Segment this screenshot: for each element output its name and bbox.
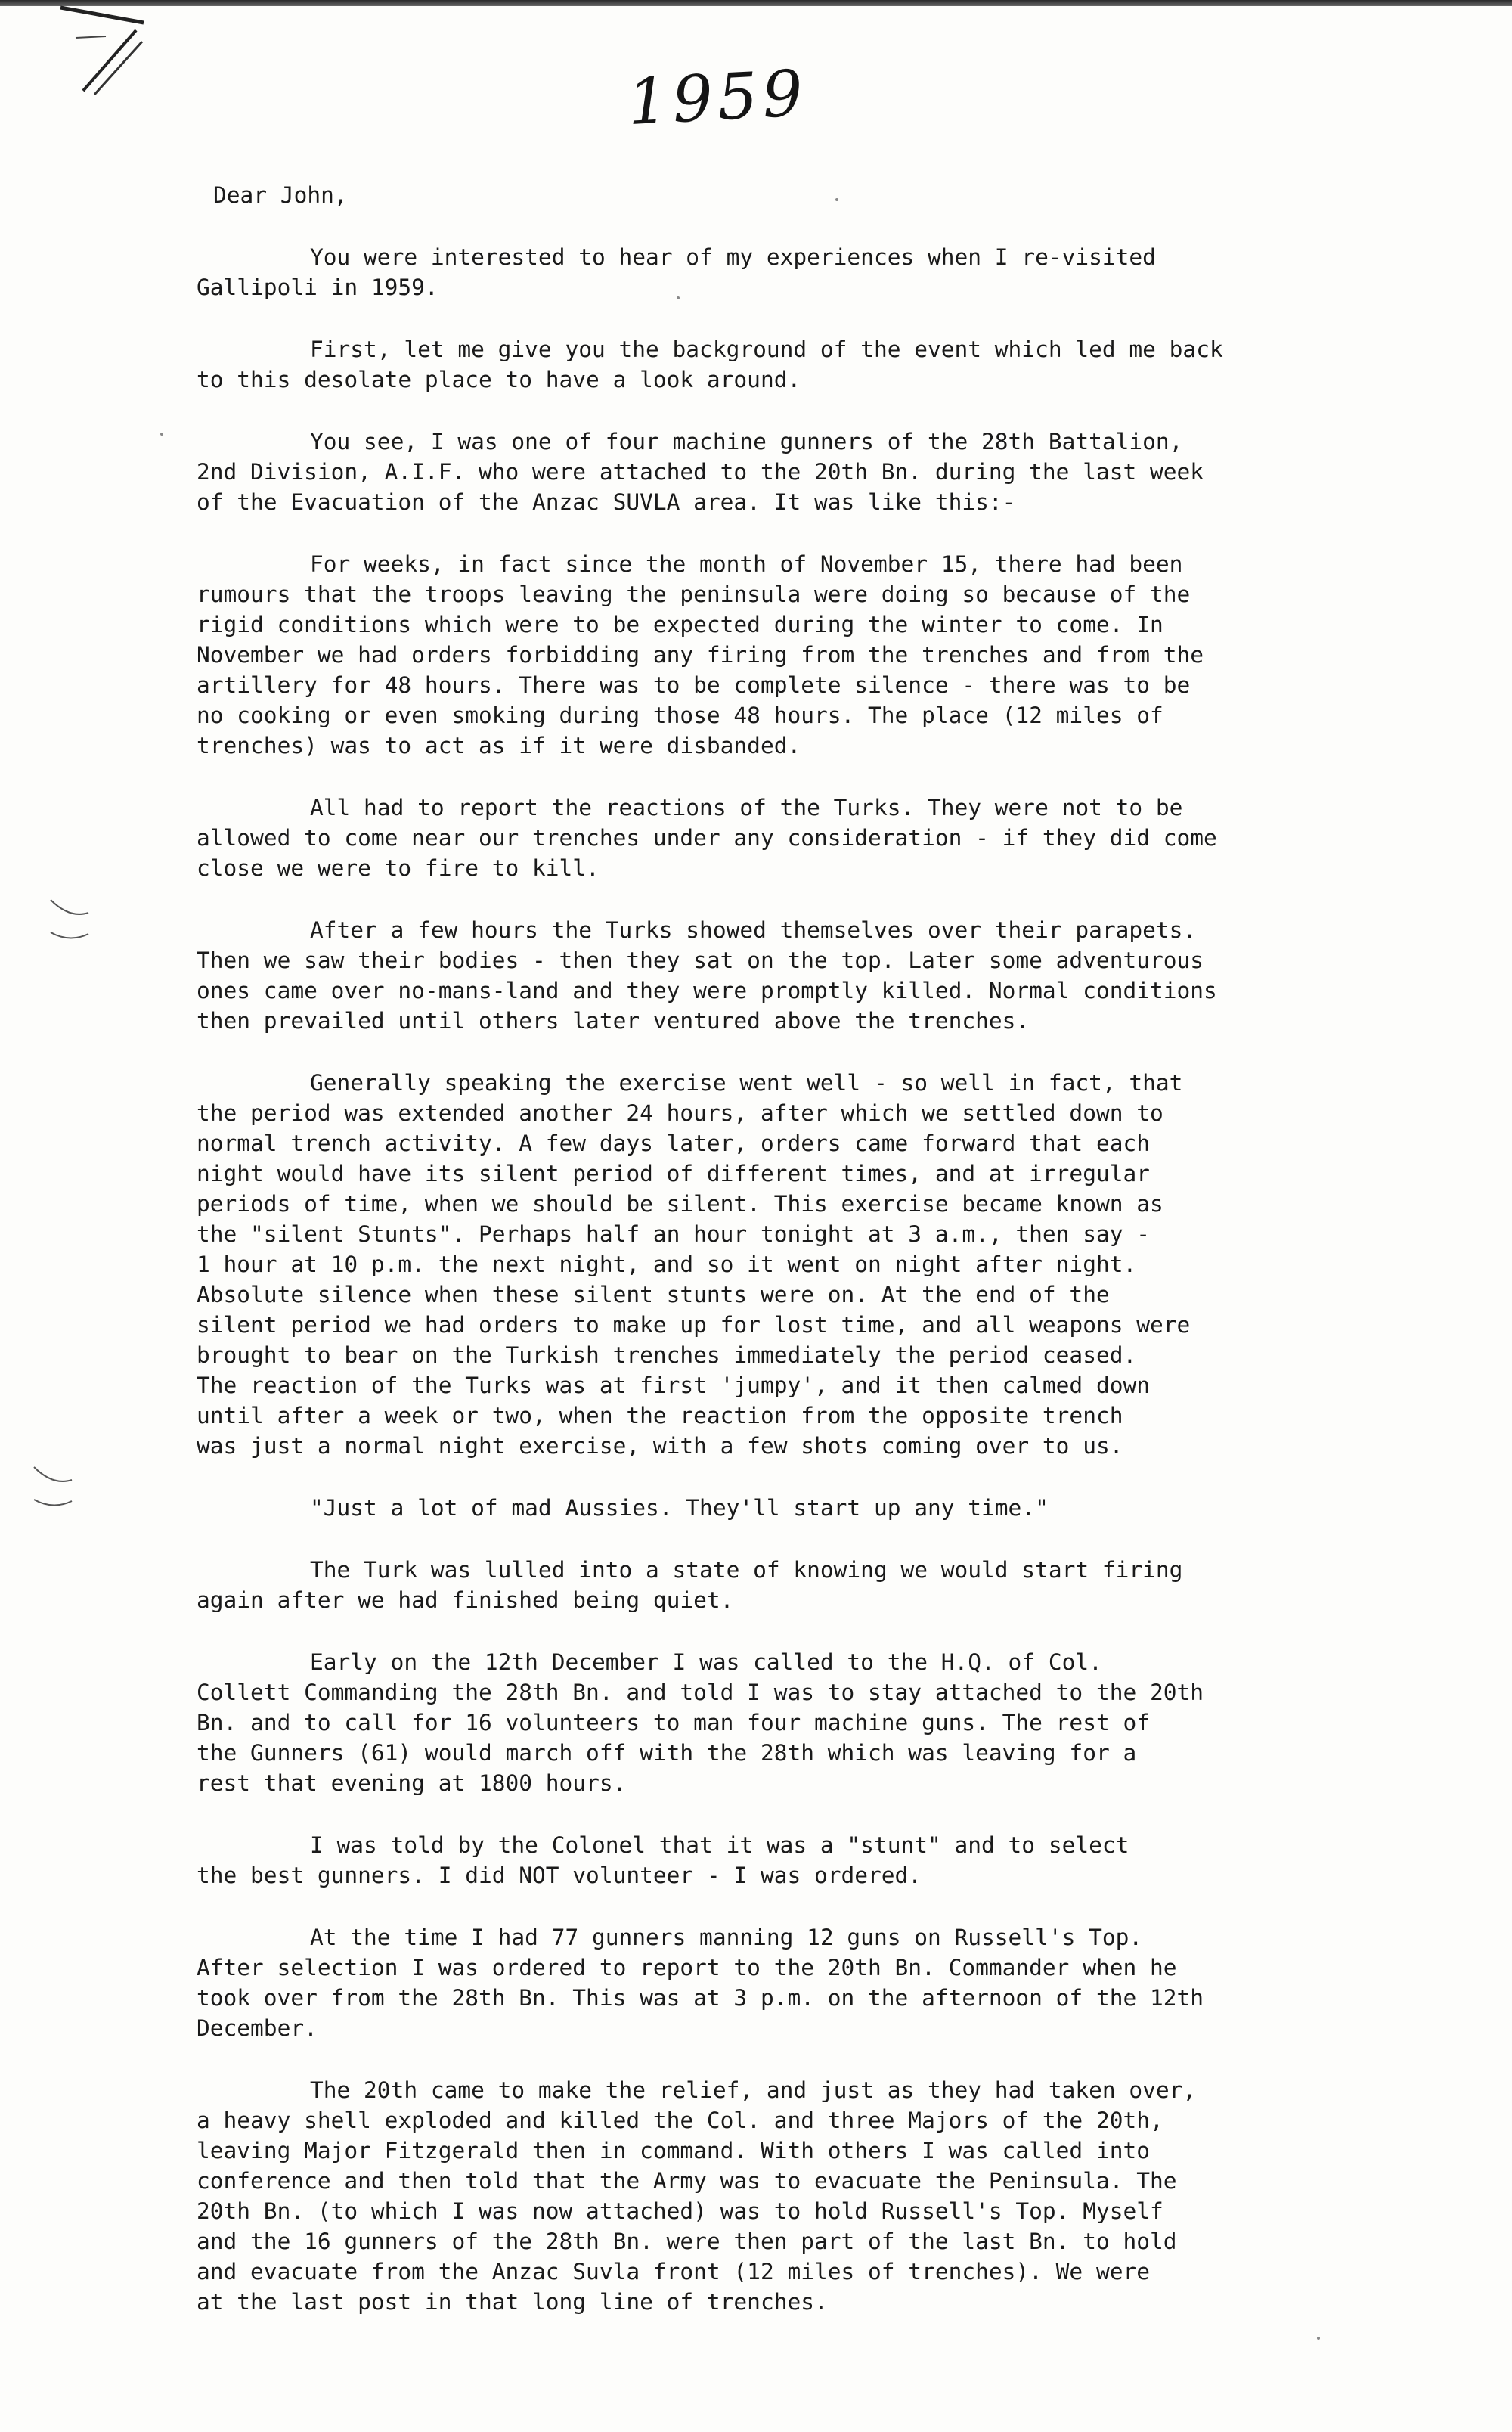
margin-hole-mark [47, 926, 92, 949]
pen-stroke-mark [53, 0, 151, 106]
paragraph-5: All had to report the reactions of the Turks. They were not to be allowed to come near our trenches under any consideration - if they did come close we were to fire to kill. [197, 795, 1217, 881]
paragraph-9: The Turk was lulled into a state of knowing we would start firing again after we had finished being quiet. [197, 1557, 1183, 1613]
scan-speck [1317, 2337, 1320, 2340]
paragraph-4: For weeks, in fact since the month of November 15, there had been rumours that the troops leaving the peninsula were doing so because of the rigid conditions which were to be expected during the winter to come. In November we had orders forbidding any firing from the trenches and from the artillery for 48 hours. There was to be complete silence - there was to be no cooking or even smoking during those 48 hours. The place (12 miles of trenches) was to act as if it were disbanded. [197, 551, 1204, 758]
margin-hole-mark [30, 1494, 76, 1516]
paragraph-7: Generally speaking the exercise went well - so well in fact, that the period was extended another 24 hours, after which we settled down to normal trench activity. A few days later, orders came forward that each night would have its silent period of different times, and at irregular periods of time, when we should be silent. This exercise became known as the "silent Stunts". Perhaps half an hour tonight at 3 a.m., then say - 1 hour at 10 p.m. the next night, and so it went on night after night. Absolute silence when these silent stunts were on. At the end of the silent period we had orders to make up for lost time, and all weapons were brought to bear on the Turkish trenches immediately the period ceased. The reaction of the Turks was at first 'jumpy', and it then calmed down until after a week or two, when the reaction from the opposite trench was just a normal night exercise, with a few shots coming over to us. [197, 1070, 1191, 1459]
paragraph-2: First, let me give you the background of the event which led me back to this desolate place to have a look around. [197, 337, 1223, 392]
paragraph-10: Early on the 12th December I was called to the H.Q. of Col. Collett Commanding the 28th Bn. and told I was to stay attached to the 20th Bn. and to call for 16 volunteers to man four machine guns. The rest of the Gunners (61) would march off with the 28th which was leaving for a rest that evening at 1800 hours. [197, 1649, 1204, 1796]
quote-paragraph: "Just a lot of mad Aussies. They'll start up any time." [310, 1495, 1049, 1521]
paragraph-12: At the time I had 77 gunners manning 12 guns on Russell's Top. After selection I was ordered to report to the 20th Bn. Commander when he took over from the 28th Bn. This was at 3 p.m. on the afternoon of the 12th December. [197, 1925, 1204, 2041]
scan-speck [677, 296, 680, 299]
margin-hole-mark [30, 1463, 76, 1486]
margin-hole-mark [47, 896, 92, 919]
letter-body [197, 180, 1391, 2349]
scan-speck [160, 433, 163, 436]
salutation: Dear John, [213, 182, 348, 208]
paragraph-6: After a few hours the Turks showed themselves over their parapets. Then we saw their bodies - then they sat on the top. Later some adventurous ones came over no-mans-land and they were promptly killed. Normal conditions then prevailed until others later ventured above the trenches. [197, 917, 1217, 1034]
paragraph-13: The 20th came to make the relief, and just as they had taken over, a heavy shell exploded and killed the Col. and three Majors of the 20th, leaving Major Fitzgerald then in command. With others I was called into conference and then told that the Army was to evacuate the Peninsula. The 20th Bn. (to which I was now attached) was to hold Russell's Top. Myself and the 16 gunners of the 28th Bn. were then part of the last Bn. to hold and evacuate from the Anzac Suvla front (12 miles of trenches). We were at the last post in that long line of trenches. [197, 2077, 1197, 2315]
handwritten-year: 1959 [625, 55, 810, 140]
paragraph-3: You see, I was one of four machine gunners of the 28th Battalion, 2nd Division, A.I.F. who were attached to the 20th Bn. during the last week of the Evacuation of the Anzac SUVLA area. It was like this:- [197, 429, 1204, 515]
paragraph-11: I was told by the Colonel that it was a "stunt" and to select the best gunners. I did NOT volunteer - I was ordered. [197, 1832, 1129, 1888]
paragraph-1: You were interested to hear of my experiences when I re-visited Gallipoli in 1959. [197, 244, 1156, 300]
scan-edge [0, 0, 1512, 6]
scan-speck [835, 198, 838, 201]
